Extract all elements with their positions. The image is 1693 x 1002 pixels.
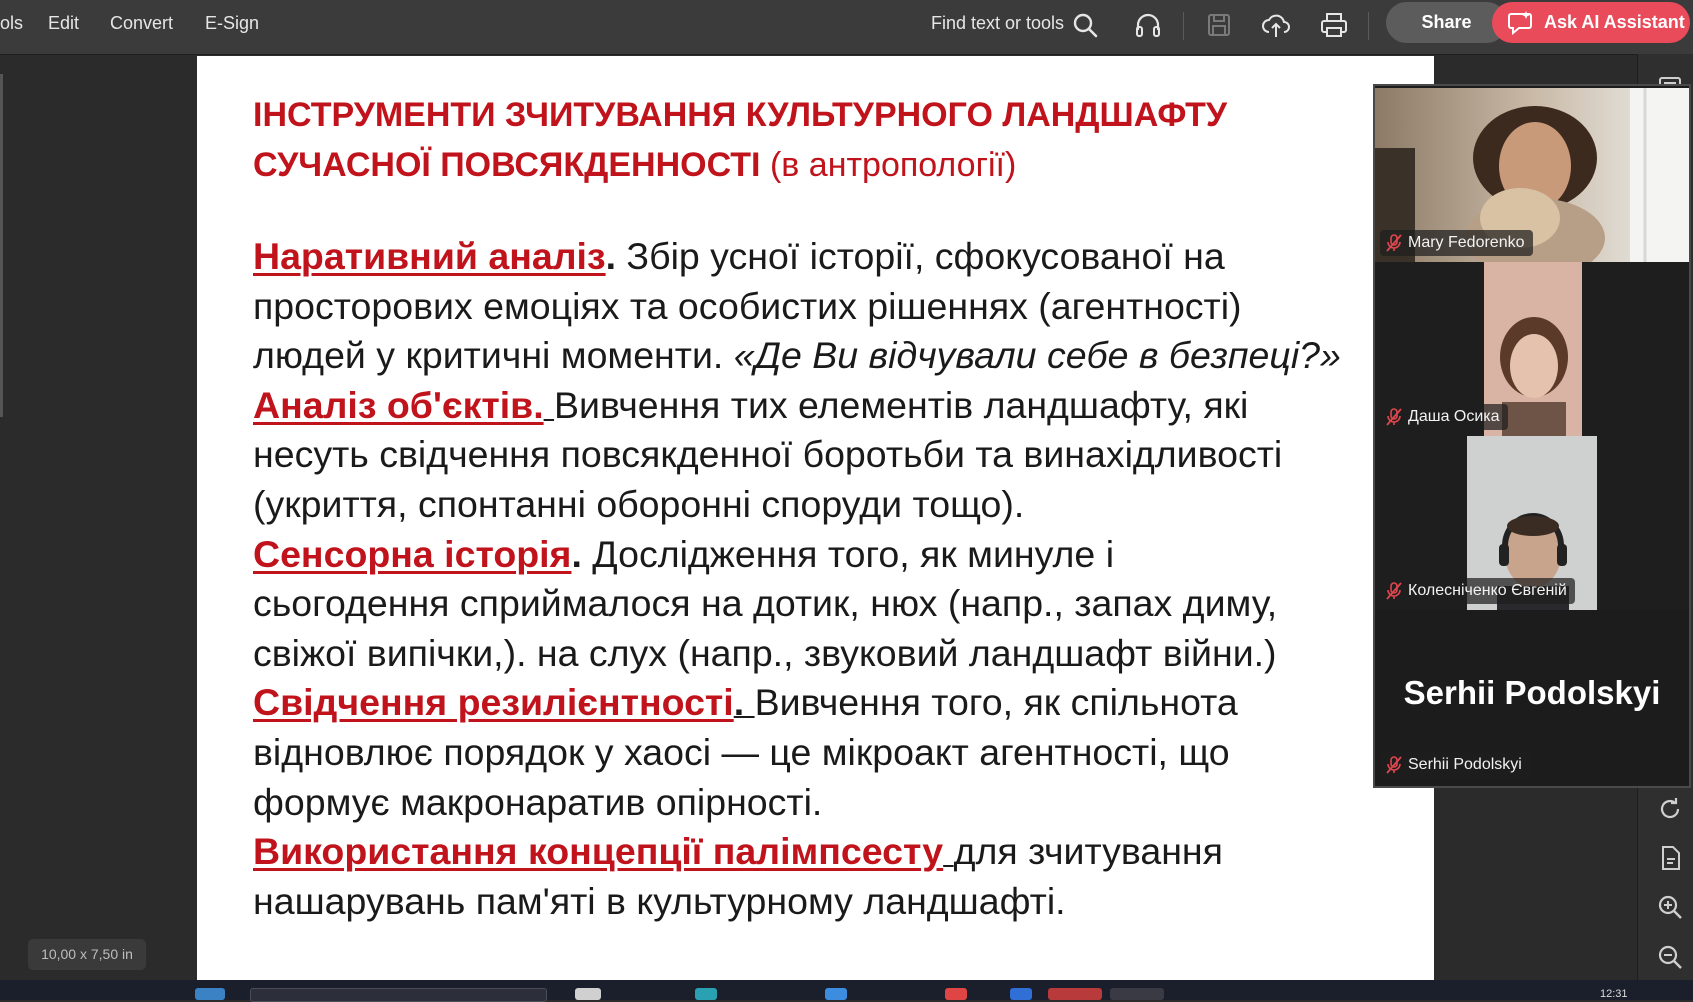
search-icon[interactable] [1070, 10, 1100, 40]
slide-line [253, 678, 1433, 728]
slide-line [253, 778, 1433, 828]
taskbar-app-icon[interactable] [1110, 988, 1164, 1000]
slide-line [253, 381, 1433, 431]
mic-muted-icon [1386, 582, 1402, 600]
slide-line [253, 579, 1433, 629]
participant-tile[interactable] [1375, 262, 1689, 436]
taskbar-app-icon[interactable] [945, 988, 967, 1000]
taskbar-app-icon[interactable] [825, 988, 847, 1000]
slide-line [253, 480, 1433, 530]
participant-tile[interactable] [1375, 88, 1689, 262]
top-toolbar [0, 0, 1693, 55]
zoom-out-icon[interactable] [1655, 942, 1685, 972]
document-page [197, 56, 1434, 980]
body-text: просторових емоціях та особистих рішеннях (агентності) [253, 284, 1242, 327]
slide-line [253, 827, 1433, 877]
toolbar-divider [1368, 12, 1369, 40]
toolbar-divider [1183, 12, 1184, 40]
body-text: Збір усної історії, сфокусованої на [616, 235, 1225, 277]
body-text: нашарувань пам'яті в культурному ландшафті. [253, 879, 1066, 922]
slide-line [253, 629, 1433, 679]
taskbar-app-icon[interactable] [1048, 988, 1102, 1000]
participant-name: Даша Осика [1408, 408, 1500, 425]
slide-line [253, 530, 1433, 580]
page-info-icon[interactable] [1655, 843, 1685, 873]
slide-line [253, 282, 1433, 332]
participant-name-tag [1380, 404, 1508, 430]
participant-display-name: Serhii Podolskyi [1403, 674, 1661, 711]
term-sensory-history: Сенсорна історія [253, 532, 572, 575]
participant-tile[interactable] [1375, 436, 1689, 610]
body-text: Дослідження того, як минуле і [581, 532, 1115, 575]
quote-text: «Де Ви відчували себе в безпеці?» [733, 334, 1341, 377]
rotate-icon[interactable] [1655, 794, 1685, 824]
taskbar-app-icon[interactable] [575, 988, 601, 1000]
term-narrative-analysis: Наративний аналіз [253, 235, 606, 277]
slide-title-line1: ІНСТРУМЕНТИ ЗЧИТУВАННЯ КУЛЬТУРНОГО ЛАНДШАФТУ [253, 96, 1228, 134]
term-end: . [733, 681, 755, 724]
body-text: людей у критичні моменти. [253, 334, 734, 377]
body-text: (укриття, спонтанні оборонні споруди тощо). [253, 482, 1025, 525]
body-text: несуть свідчення повсякденної боротьби та винахідливості [253, 433, 1283, 476]
mic-muted-icon [1386, 234, 1402, 252]
menu-convert[interactable]: Convert [110, 13, 174, 33]
body-text: свіжої випічки,). на слух (напр., звуковий ландшафт війни.) [253, 631, 1277, 674]
mic-muted-icon [1386, 756, 1402, 774]
slide-line [253, 728, 1433, 778]
slide-line [253, 331, 1433, 381]
ask-ai-assistant-button[interactable] [1492, 2, 1690, 43]
slide-title-line2-bold: СУЧАСНОЇ ПОВСЯКДЕННОСТІ [253, 146, 761, 184]
body-text: формує макронаратив опірності. [253, 780, 823, 823]
term-end [544, 384, 554, 426]
participant-name: Колесніченко Євгеній [1408, 582, 1567, 599]
start-icon[interactable] [195, 988, 225, 1000]
left-panel-edge[interactable] [0, 74, 3, 417]
save-icon[interactable] [1204, 10, 1234, 40]
slide-line [253, 232, 1433, 282]
term-resilience-testimony: Свідчення резилієнтності [253, 681, 734, 724]
term-end [943, 830, 953, 872]
slide-body [253, 232, 1433, 926]
body-text: відновлює порядок у хаосі — це мікроакт агентності, що [253, 730, 1230, 773]
mic-muted-icon [1386, 408, 1402, 426]
video-participants-panel [1373, 84, 1691, 788]
term-palimpsest-concept: Використання концепції палімпсесту [253, 830, 944, 873]
slide-line [253, 877, 1433, 927]
body-text: Вивчення тих елементів ландшафту, які [554, 383, 1249, 426]
menu-esign[interactable]: E-Sign [205, 13, 260, 33]
term-object-analysis: Аналіз об'єктів. [253, 383, 544, 426]
slide-title-paren: (в антропології) [769, 146, 1017, 184]
taskbar-app-icon[interactable] [1010, 988, 1032, 1000]
page-size-badge: 10,00 x 7,50 in [28, 939, 146, 970]
upload-cloud-icon[interactable] [1261, 10, 1291, 40]
taskbar-clock[interactable]: 12:31 [1600, 988, 1628, 1000]
menu-edit[interactable]: Edit [48, 13, 80, 33]
ai-assistant-label: Ask AI Assistant [1544, 12, 1685, 32]
body-text: Вивчення того, як спільнота [754, 681, 1238, 724]
participant-name-tag [1380, 752, 1530, 778]
zoom-in-icon[interactable] [1655, 892, 1685, 922]
slide-title [253, 90, 1403, 190]
term-end: . [571, 532, 582, 575]
participant-name-tag [1380, 230, 1533, 256]
participant-name: Mary Fedorenko [1408, 234, 1525, 251]
find-text-or-tools[interactable]: Find text or tools [931, 13, 1065, 33]
slide-title-line2 [253, 140, 1403, 190]
ai-assistant-icon [1508, 10, 1534, 36]
participant-name: Serhii Podolskyi [1408, 756, 1522, 773]
term-end: . [605, 235, 617, 277]
menu-tools[interactable]: ols [0, 13, 24, 33]
taskbar-app-icon[interactable] [695, 988, 717, 1000]
print-icon[interactable] [1319, 10, 1349, 40]
slide-line [253, 430, 1433, 480]
body-text: для зчитування [953, 830, 1223, 873]
participant-name-tag [1380, 578, 1575, 604]
share-button[interactable]: Share [1386, 2, 1507, 43]
participant-tile[interactable] [1375, 610, 1689, 784]
headphones-icon[interactable] [1133, 10, 1163, 40]
body-text: сьогодення сприймалося на дотик, нюх (напр., запах диму, [253, 582, 1278, 625]
